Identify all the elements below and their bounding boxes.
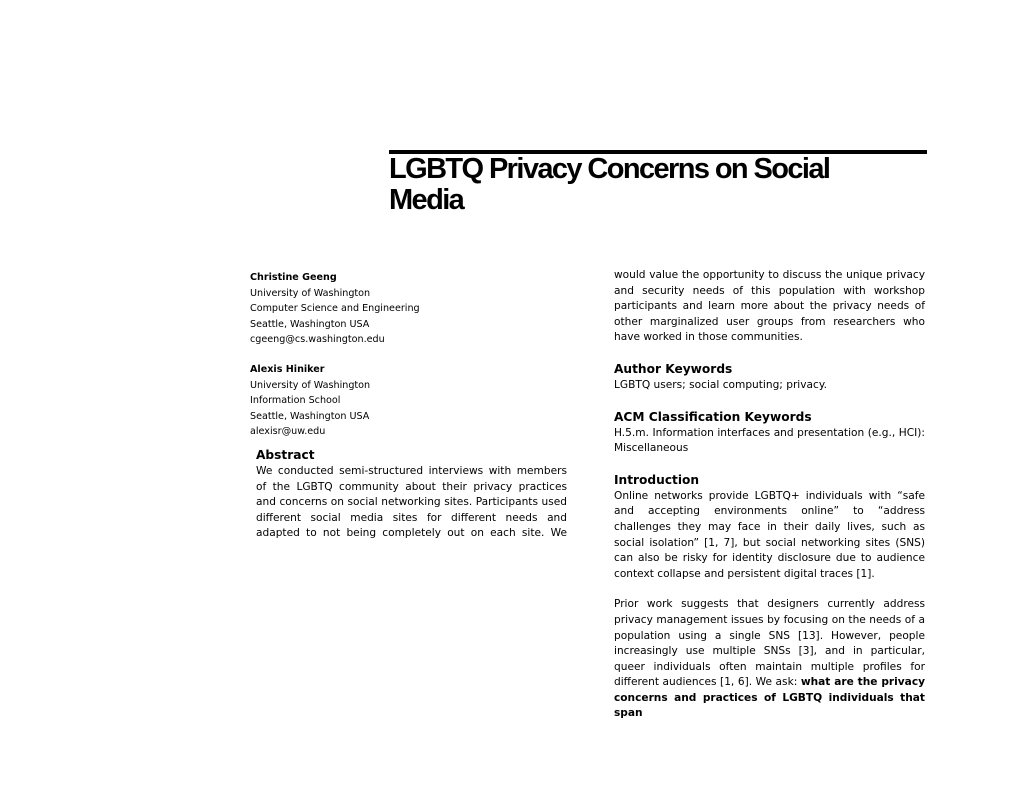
- acm-keywords-section: [614, 408, 925, 457]
- continuation-text: would value the opportunity to discuss the unique privacy and security needs of this population with workshop participants and learn more about the privacy needs of other marginalized user groups from researchers who have worked in those communities.: [614, 269, 925, 344]
- abstract-heading: Abstract: [256, 448, 315, 462]
- continuation-block: [614, 268, 925, 346]
- author-email: alexisr@uw.edu: [250, 426, 326, 438]
- author-keywords-section: [614, 360, 925, 394]
- author-location: Seattle, Washington USA: [250, 318, 370, 330]
- author-name: Christine Geeng: [250, 272, 337, 283]
- author-university: University of Washington: [250, 287, 371, 299]
- acm-keywords-text: H.5.m. Information interfaces and presentation (e.g., HCI): Miscellaneous: [614, 426, 925, 455]
- acm-keywords-heading: ACM Classification Keywords: [614, 409, 812, 424]
- author-1: [250, 270, 580, 348]
- author-university: University of Washington: [250, 379, 371, 391]
- abstract-text: We conducted semi-structured interviews with members of the LGBTQ community about their privacy practices and concerns on social networking sites. Participants used different social media sites for different needs and adapted to not being completely out on each site. We: [256, 465, 567, 540]
- author-keywords-heading: Author Keywords: [614, 361, 733, 376]
- introduction-paragraph-2-text: Prior work suggests that designers currently address privacy management issues by focusing on the needs of a population using a single SNS [13]. However, people increasingly use multiple SNSs [3], and in particular, queer individuals often maintain multiple profiles for different audiences [1, 6]. We ask:: [614, 598, 925, 689]
- introduction-paragraph-2: [614, 597, 925, 722]
- right-column: [614, 268, 925, 722]
- introduction-paragraph-1: Online networks provide LGBTQ+ individuals with “safe and accepting environments online” to “address challenges they may face in their daily lives, such as social isolation” [1, 7], but social networking sites (SNS) can also be risky for identity disclosure due to audience context collapse and persistent digital traces [1].: [614, 489, 925, 580]
- abstract-section: [256, 446, 567, 542]
- author-email: cgeeng@cs.washington.edu: [250, 334, 385, 346]
- research-question: what are the privacy concerns and practices of LGBTQ individuals that span: [614, 676, 926, 720]
- author-2: [250, 362, 580, 440]
- paper-title: LGBTQ Privacy Concerns on Social Media: [389, 153, 830, 216]
- author-name: Alexis Hiniker: [250, 363, 325, 375]
- introduction-section: [614, 471, 925, 722]
- author-keywords-text: LGBTQ users; social computing; privacy.: [614, 378, 827, 391]
- author-location: Seattle, Washington USA: [250, 410, 370, 422]
- author-department: Information School: [250, 395, 341, 407]
- author-department: Computer Science and Engineering: [250, 303, 420, 315]
- author-block: [250, 270, 580, 454]
- introduction-heading: Introduction: [614, 472, 700, 487]
